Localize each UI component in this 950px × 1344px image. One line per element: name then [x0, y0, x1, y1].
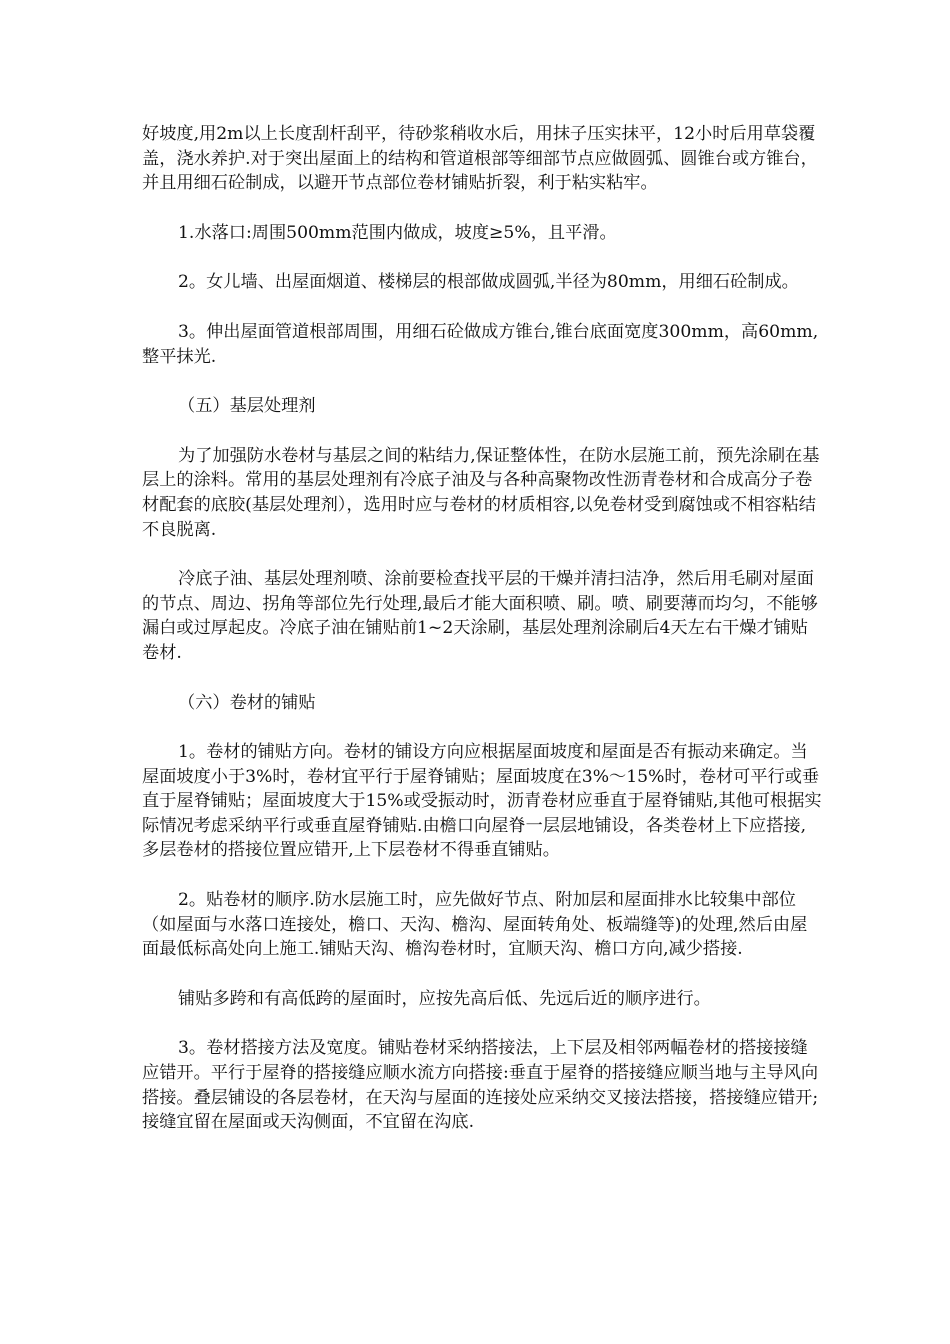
- section-heading-membrane-laying: （六）卷材的铺贴: [178, 692, 316, 713]
- paragraph-lap-method: 3。卷材搭接方法及宽度。铺贴卷材采纳搭接法，上下层及相邻两幅卷材的搭接接缝应错开。平行于屋脊的搭接缝应顺水流方向搭接:垂直于屋脊的搭接缝应顺当地与主导风向搭接。叠层铺设的各层卷材，在天沟与屋面的连接处应采纳交叉接法搭接，搭接缝应错开;接缝宜留在屋面或天沟侧面，不宜留在沟底.: [142, 1038, 819, 1133]
- paragraph-primer-purpose: 为了加强防水卷材与基层之间的粘结力,保证整体性，在防水层施工前，预先涂刷在基层上的涂料。常用的基层处理剂有冷底子油及与各种高聚物改性沥青卷材和合成高分子卷材配套的底胶(基层处理剂），选用时应与卷材的材质相容,以免卷材受到腐蚀或不相容粘结不良脱离.: [142, 445, 820, 540]
- paragraph-pipe-root: 3。伸出屋面管道根部周围，用细石砼做成方锥台,锥台底面宽度300mm，高60mm,整平抹光.: [142, 321, 819, 367]
- paragraph-laying-direction: 1。卷材的铺贴方向。卷材的铺设方向应根据屋面坡度和屋面是否有振动来确定。当屋面坡度小于3%时，卷材宜平行于屋脊铺贴；屋面坡度在3%～15%时，卷材可平行或垂直于屋脊铺贴；屋面坡度大于15%或受振动时，沥青卷材应垂直于屋脊铺贴,其他可根据实际情况考虑采纳平行或垂直屋脊铺贴.由檐口向屋脊一层层地铺设，各类卷材上下应搭接,多层卷材的搭接位置应错开,上下层卷材不得垂直铺贴。: [142, 742, 822, 861]
- paragraph-continued: 好坡度,用2m以上长度刮杆刮平，待砂浆稍收水后，用抹子压实抹平，12小时后用草袋覆盖，浇水养护.对于突出屋面上的结构和管道根部等细部节点应做圆弧、圆锥台或方锥台，并且用细石砼制成，以避开节点部位卷材铺贴折裂，利于粘实粘牢。: [142, 124, 818, 194]
- section-heading-primer: （五）基层处理剂: [178, 396, 316, 417]
- paragraph-parapet: 2。女儿墙、出屋面烟道、楼梯层的根部做成圆弧,半径为80mm，用细石砼制成。: [178, 272, 799, 293]
- paragraph-drain-outlet: 1.水落口:周围500mm范围内做成，坡度≥5%，且平滑。: [178, 222, 617, 243]
- document-body: [142, 122, 822, 1160]
- paragraph-multi-span: 铺贴多跨和有高低跨的屋面时，应按先高后低、先远后近的顺序进行。: [178, 988, 711, 1009]
- paragraph-laying-order: 2。贴卷材的顺序.防水层施工时，应先做好节点、附加层和屋面排水比较集中部位（如屋面与水落口连接处，檐口、天沟、檐沟、屋面转角处、板端缝等)的处理,然后由屋面最低标高处向上施工.铺贴天沟、檐沟卷材时，宜顺天沟、檐口方向,减少搭接.: [142, 890, 808, 960]
- paragraph-primer-application: 冷底子油、基层处理剂喷、涂前要检查找平层的干燥并清扫洁净，然后用毛刷对屋面的节点、周边、拐角等部位先行处理,最后才能大面积喷、刷。喷、刷要薄而均匀，不能够漏白或过厚起皮。冷底子油在铺贴前1~2天涂刷，基层处理剂涂刷后4天左右干燥才铺贴卷材.: [142, 569, 818, 663]
